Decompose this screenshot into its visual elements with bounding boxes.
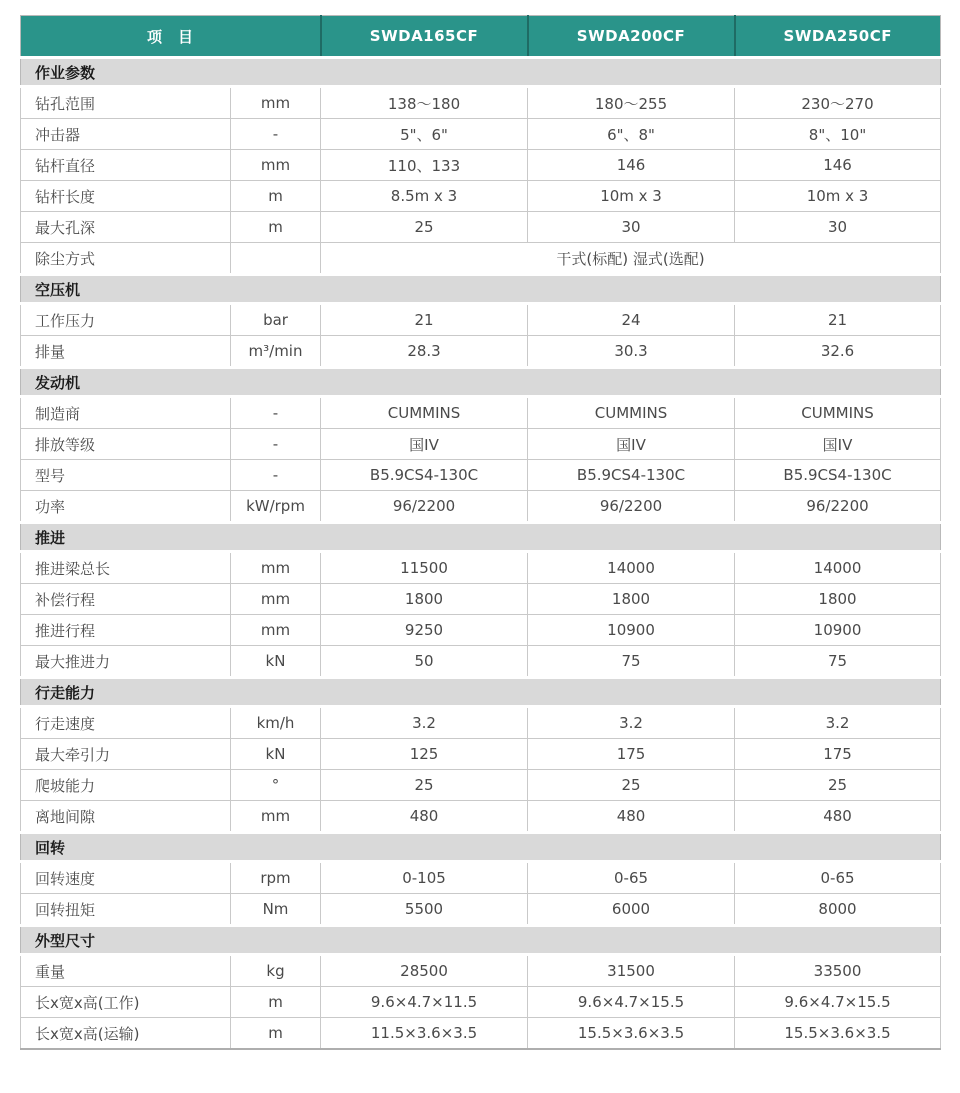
item-cell: 长x宽x高(工作) xyxy=(21,987,231,1018)
table-row xyxy=(21,212,941,243)
value-cell: 480 xyxy=(735,801,941,833)
item-cell: 排放等级 xyxy=(21,429,231,460)
value-cell: 14000 xyxy=(528,552,735,584)
value-cell: 480 xyxy=(321,801,528,833)
value-cell: 96/2200 xyxy=(735,491,941,523)
table-row xyxy=(21,584,941,615)
table-row xyxy=(21,987,941,1018)
header-model-swda200cf: SWDA200CF xyxy=(528,16,735,58)
unit-cell: km/h xyxy=(231,707,321,739)
unit-cell: kN xyxy=(231,739,321,770)
value-cell: 8.5m x 3 xyxy=(321,181,528,212)
table-row xyxy=(21,87,941,119)
unit-cell: mm xyxy=(231,801,321,833)
value-cell: 480 xyxy=(528,801,735,833)
value-cell: 32.6 xyxy=(735,336,941,368)
value-cell: 0-65 xyxy=(528,862,735,894)
unit-cell: - xyxy=(231,460,321,491)
value-cell: 1800 xyxy=(735,584,941,615)
value-cell: 175 xyxy=(735,739,941,770)
value-cell: 31500 xyxy=(528,955,735,987)
value-cell: 125 xyxy=(321,739,528,770)
item-cell: 回转速度 xyxy=(21,862,231,894)
value-cell: 3.2 xyxy=(735,707,941,739)
value-cell: 50 xyxy=(321,646,528,678)
value-cell: CUMMINS xyxy=(528,397,735,429)
value-cell: 96/2200 xyxy=(528,491,735,523)
unit-cell: bar xyxy=(231,304,321,336)
item-cell: 工作压力 xyxy=(21,304,231,336)
unit-cell: ° xyxy=(231,770,321,801)
item-cell: 爬坡能力 xyxy=(21,770,231,801)
value-cell-span: 干式(标配) 湿式(选配) xyxy=(321,243,941,275)
value-cell: 30 xyxy=(735,212,941,243)
unit-cell: mm xyxy=(231,150,321,181)
value-cell: B5.9CS4-130C xyxy=(321,460,528,491)
value-cell: 24 xyxy=(528,304,735,336)
value-cell: CUMMINS xyxy=(321,397,528,429)
value-cell: 180～255 xyxy=(528,87,735,119)
value-cell: 138～180 xyxy=(321,87,528,119)
unit-cell: rpm xyxy=(231,862,321,894)
item-cell: 长x宽x高(运输) xyxy=(21,1018,231,1050)
unit-cell xyxy=(231,243,321,275)
table-row xyxy=(21,615,941,646)
table-row xyxy=(21,150,941,181)
value-cell: 10900 xyxy=(528,615,735,646)
unit-cell: kg xyxy=(231,955,321,987)
section-title: 外型尺寸 xyxy=(21,926,941,955)
value-cell: 3.2 xyxy=(321,707,528,739)
item-cell: 推进梁总长 xyxy=(21,552,231,584)
item-cell: 补偿行程 xyxy=(21,584,231,615)
value-cell: 25 xyxy=(321,212,528,243)
table-row xyxy=(21,707,941,739)
value-cell: 9.6×4.7×11.5 xyxy=(321,987,528,1018)
value-cell: 110、133 xyxy=(321,150,528,181)
unit-cell: m xyxy=(231,1018,321,1050)
table-row xyxy=(21,770,941,801)
item-cell: 推进行程 xyxy=(21,615,231,646)
value-cell: 9.6×4.7×15.5 xyxy=(735,987,941,1018)
item-cell: 行走速度 xyxy=(21,707,231,739)
value-cell: 230～270 xyxy=(735,87,941,119)
section-title: 行走能力 xyxy=(21,678,941,707)
value-cell: 21 xyxy=(321,304,528,336)
value-cell: 75 xyxy=(735,646,941,678)
item-cell: 型号 xyxy=(21,460,231,491)
value-cell: 28.3 xyxy=(321,336,528,368)
table-row xyxy=(21,552,941,584)
value-cell: 0-65 xyxy=(735,862,941,894)
section-row xyxy=(21,368,941,397)
table-row xyxy=(21,801,941,833)
value-cell: 33500 xyxy=(735,955,941,987)
item-cell: 最大孔深 xyxy=(21,212,231,243)
value-cell: 国IV xyxy=(528,429,735,460)
table-row xyxy=(21,1018,941,1050)
table-row xyxy=(21,862,941,894)
value-cell: 5"、6" xyxy=(321,119,528,150)
value-cell: B5.9CS4-130C xyxy=(528,460,735,491)
value-cell: 25 xyxy=(735,770,941,801)
value-cell: 9250 xyxy=(321,615,528,646)
unit-cell: - xyxy=(231,429,321,460)
unit-cell: kN xyxy=(231,646,321,678)
header-model-swda165cf: SWDA165CF xyxy=(321,16,528,58)
table-row xyxy=(21,336,941,368)
section-row xyxy=(21,833,941,862)
unit-cell: m xyxy=(231,181,321,212)
table-row xyxy=(21,955,941,987)
item-cell: 除尘方式 xyxy=(21,243,231,275)
value-cell: 10900 xyxy=(735,615,941,646)
value-cell: 30.3 xyxy=(528,336,735,368)
unit-cell: mm xyxy=(231,615,321,646)
unit-cell: m³/min xyxy=(231,336,321,368)
value-cell: 6000 xyxy=(528,894,735,926)
value-cell: CUMMINS xyxy=(735,397,941,429)
value-cell: 11.5×3.6×3.5 xyxy=(321,1018,528,1050)
value-cell: 15.5×3.6×3.5 xyxy=(735,1018,941,1050)
value-cell: 75 xyxy=(528,646,735,678)
value-cell: 8"、10" xyxy=(735,119,941,150)
section-title: 空压机 xyxy=(21,275,941,304)
value-cell: 146 xyxy=(735,150,941,181)
section-title: 发动机 xyxy=(21,368,941,397)
value-cell: 10m x 3 xyxy=(735,181,941,212)
table-row xyxy=(21,243,941,275)
section-row xyxy=(21,58,941,87)
value-cell: 28500 xyxy=(321,955,528,987)
value-cell: 10m x 3 xyxy=(528,181,735,212)
table-row xyxy=(21,460,941,491)
spec-table-body xyxy=(21,58,941,1050)
item-cell: 制造商 xyxy=(21,397,231,429)
header-item-label: 项 目 xyxy=(21,16,321,58)
item-cell: 钻杆直径 xyxy=(21,150,231,181)
table-row xyxy=(21,119,941,150)
value-cell: 国IV xyxy=(735,429,941,460)
section-title: 作业参数 xyxy=(21,58,941,87)
table-row xyxy=(21,181,941,212)
unit-cell: - xyxy=(231,397,321,429)
unit-cell: mm xyxy=(231,87,321,119)
value-cell: B5.9CS4-130C xyxy=(735,460,941,491)
item-cell: 离地间隙 xyxy=(21,801,231,833)
value-cell: 3.2 xyxy=(528,707,735,739)
header-model-swda250cf: SWDA250CF xyxy=(735,16,941,58)
item-cell: 钻孔范围 xyxy=(21,87,231,119)
section-row xyxy=(21,275,941,304)
value-cell: 175 xyxy=(528,739,735,770)
value-cell: 11500 xyxy=(321,552,528,584)
value-cell: 6"、8" xyxy=(528,119,735,150)
item-cell: 最大推进力 xyxy=(21,646,231,678)
unit-cell: mm xyxy=(231,584,321,615)
section-row xyxy=(21,523,941,552)
spec-table xyxy=(20,15,941,1050)
table-row xyxy=(21,646,941,678)
section-title: 回转 xyxy=(21,833,941,862)
table-row xyxy=(21,491,941,523)
item-cell: 排量 xyxy=(21,336,231,368)
value-cell: 8000 xyxy=(735,894,941,926)
value-cell: 国IV xyxy=(321,429,528,460)
header-row xyxy=(21,16,941,58)
value-cell: 1800 xyxy=(321,584,528,615)
value-cell: 9.6×4.7×15.5 xyxy=(528,987,735,1018)
value-cell: 0-105 xyxy=(321,862,528,894)
section-row xyxy=(21,926,941,955)
unit-cell: - xyxy=(231,119,321,150)
item-cell: 功率 xyxy=(21,491,231,523)
item-cell: 重量 xyxy=(21,955,231,987)
unit-cell: m xyxy=(231,987,321,1018)
table-row xyxy=(21,739,941,770)
table-row xyxy=(21,429,941,460)
item-cell: 冲击器 xyxy=(21,119,231,150)
unit-cell: Nm xyxy=(231,894,321,926)
unit-cell: mm xyxy=(231,552,321,584)
unit-cell: kW/rpm xyxy=(231,491,321,523)
table-row xyxy=(21,304,941,336)
value-cell: 15.5×3.6×3.5 xyxy=(528,1018,735,1050)
unit-cell: m xyxy=(231,212,321,243)
value-cell: 25 xyxy=(321,770,528,801)
value-cell: 21 xyxy=(735,304,941,336)
section-title: 推进 xyxy=(21,523,941,552)
value-cell: 25 xyxy=(528,770,735,801)
value-cell: 96/2200 xyxy=(321,491,528,523)
table-row xyxy=(21,397,941,429)
value-cell: 146 xyxy=(528,150,735,181)
item-cell: 回转扭矩 xyxy=(21,894,231,926)
section-row xyxy=(21,678,941,707)
value-cell: 14000 xyxy=(735,552,941,584)
table-row xyxy=(21,894,941,926)
value-cell: 5500 xyxy=(321,894,528,926)
value-cell: 30 xyxy=(528,212,735,243)
value-cell: 1800 xyxy=(528,584,735,615)
item-cell: 最大牵引力 xyxy=(21,739,231,770)
item-cell: 钻杆长度 xyxy=(21,181,231,212)
